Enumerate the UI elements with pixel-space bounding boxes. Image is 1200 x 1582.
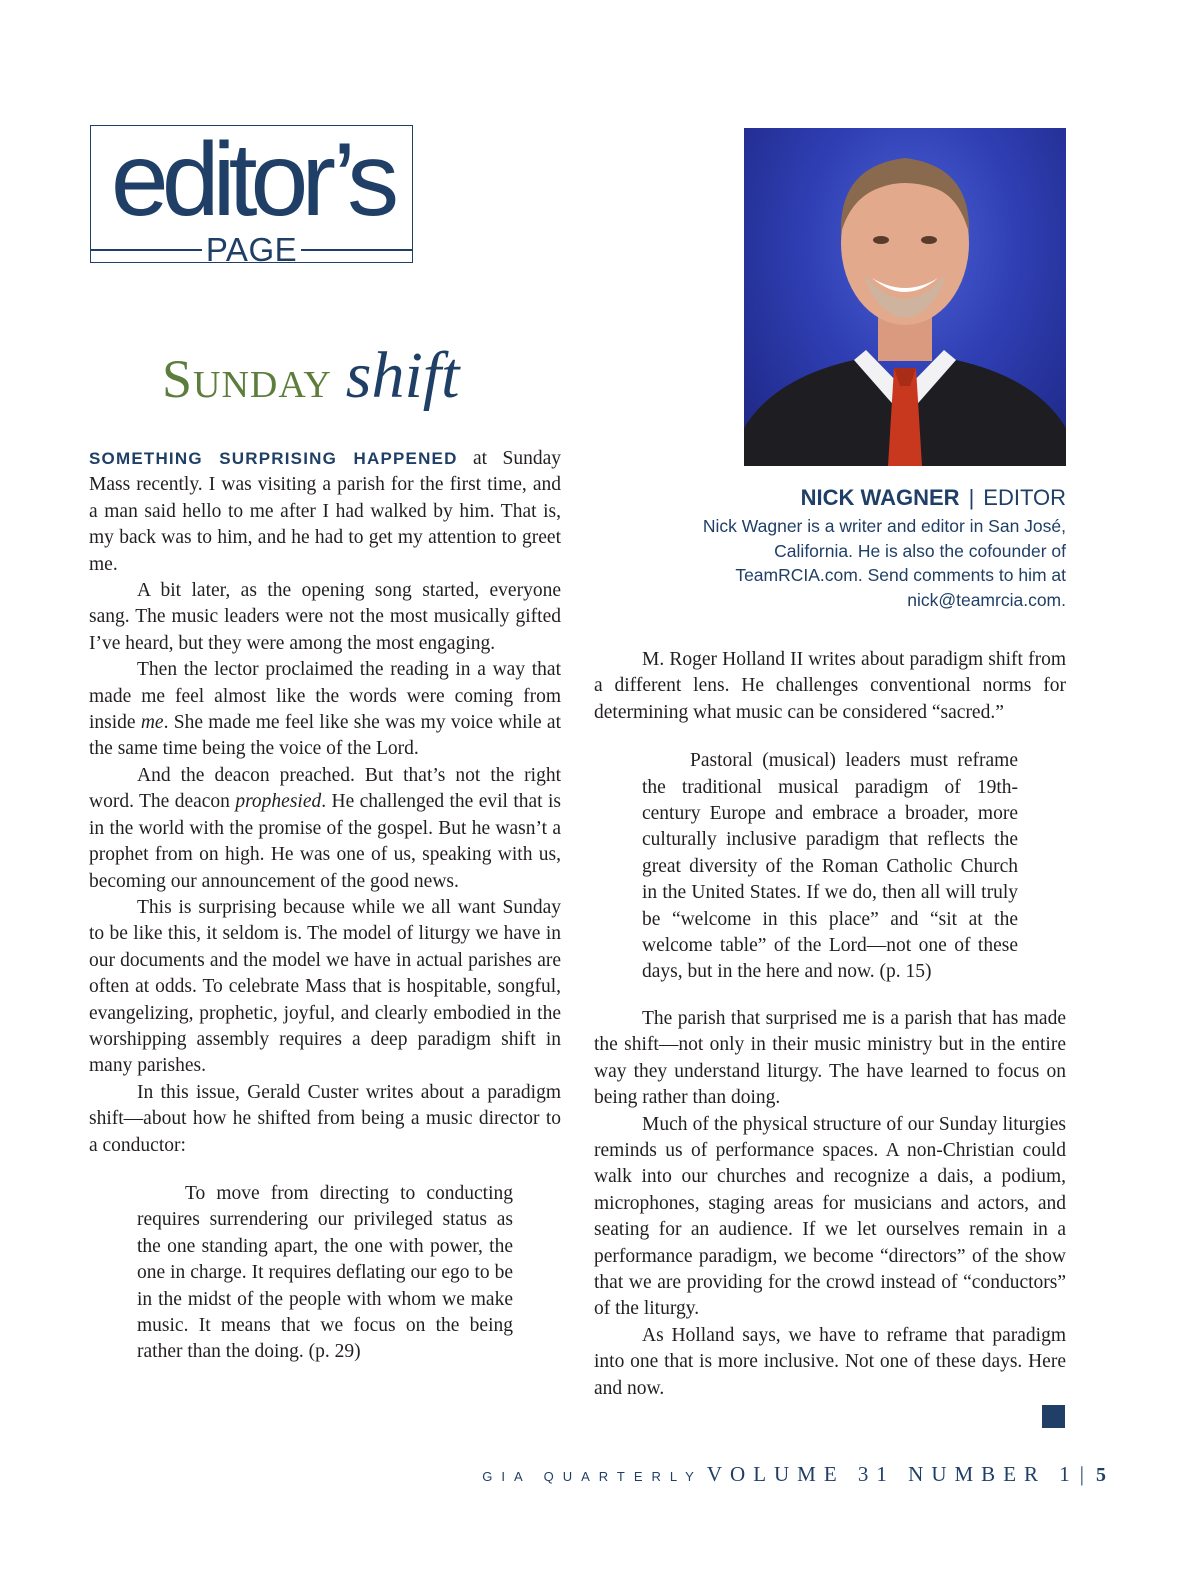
editor-bio — [606, 514, 1066, 612]
end-of-article-mark — [1042, 1405, 1065, 1428]
right-column — [594, 647, 1066, 1402]
masthead-rule-right — [301, 249, 413, 251]
paragraph-9: Much of the physical structure of our Sunday liturgies reminds us of performance spaces. A non-Christian could walk into our churches and recognize a dais, a podium, microphones, staging areas for musicians and actors, and seating for an audience. If we let ourselves remain in a performance paradigm, we become “directors” of the show that we are providing for the crowd instead of “conductors” of the liturgy. — [594, 1113, 1066, 1320]
paragraph-4-text-a: And the deacon preached. But that’s not the right word. The deacon — [89, 764, 561, 813]
editor-portrait-photo — [744, 128, 1066, 466]
paragraph-4 — [89, 763, 561, 895]
editor-byline — [606, 484, 1066, 612]
block-quote-custer: To move from directing to conducting requires surrendering our privileged status as the one standing apart, the one with power, the one in charge. It requires deflating our ego to be in the midst of the people with whom we make music. It means that we focus on the being rather than the doing. (p. 29) — [137, 1182, 513, 1363]
paragraph-1-text: at Sunday Mass recently. I was visiting a parish for the first time, and a man said hello to me after I had walked by him. That is, my back was to him, and he had to get my attention to greet me. — [89, 448, 561, 575]
paragraph-5: This is surprising because while we all want Sunday to be like this, it seldom is. The model of liturgy we have in our documents and the model we have in actual parishes are often at odds. To celebrate Mass that is hospitable, songful, evangelizing, prophetic, joyful, and clearly embodied in the worshipping assembly requires a deep paradigm shift in many parishes. — [89, 896, 561, 1077]
byline-separator: | — [968, 485, 975, 510]
paragraph-3-emphasis: me — [140, 712, 164, 734]
paragraph-4-emphasis: prophesied — [235, 791, 322, 813]
bio-line: nick@teamrcia.com. — [907, 589, 1066, 610]
article-title — [162, 338, 459, 414]
paragraph-1 — [89, 446, 561, 578]
bio-line: California. He is also the cofounder of — [774, 540, 1066, 561]
page-footer — [482, 1462, 1106, 1487]
byline-name-line — [606, 484, 1066, 512]
paragraph-3 — [89, 657, 561, 763]
paragraph-3-text-b: . She made me feel like she was my voice while at the same time being the voice of the Lord. — [89, 712, 561, 760]
paragraph-7: M. Roger Holland II writes about paradigm shift from a different lens. He challenges conventional norms for determining what music can be considered “sacred.” — [594, 649, 1066, 723]
footer-publication: GIA QUARTERLY — [482, 1469, 703, 1484]
editors-page-masthead — [90, 122, 413, 268]
paragraph-4-text-b: . He challenged the evil that is in the world with the promise of the gospel. But he wasn’t a prophet from on high. He was one of us, speaking with us, becoming our announcement of the good news. — [89, 791, 561, 892]
masthead-rule-left — [90, 249, 202, 251]
masthead-sub — [90, 231, 413, 268]
footer-separator: | — [1079, 1462, 1084, 1486]
masthead-sub-label: PAGE — [205, 231, 298, 268]
paragraph-3-text-a: Then the lector proclaimed the reading in a way that made me feel almost like the words were coming from inside — [89, 659, 561, 734]
paragraph-10: As Holland says, we have to reframe that paradigm into one that is more inclusive. Not one of these days. Here and now. — [594, 1324, 1066, 1399]
title-part-2: shift — [345, 339, 460, 412]
lead-in: SOMETHING SURPRISING HAPPENED — [89, 449, 458, 468]
paragraph-2: A bit later, as the opening song started, everyone sang. The music leaders were not the most musically gifted I’ve heard, but they were among the most engaging. — [89, 580, 561, 654]
page-number: 5 — [1096, 1464, 1106, 1486]
left-column — [89, 446, 561, 1386]
title-part-1: Sunday — [162, 349, 332, 409]
masthead-word: editor’s — [110, 122, 393, 238]
editor-name: NICK WAGNER — [800, 485, 960, 510]
bio-line: TeamRCIA.com. Send comments to him at — [735, 565, 1066, 585]
paragraph-6: In this issue, Gerald Custer writes about a paradigm shift—about how he shifted from being a music director to a conductor: — [89, 1081, 561, 1156]
paragraph-8: The parish that surprised me is a parish that has made the shift—not only in their music ministry but in the entire way they understand liturgy. The have learned to focus on being rather than doing. — [594, 1007, 1066, 1109]
editor-role: EDITOR — [983, 485, 1066, 510]
block-quote-holland: Pastoral (musical) leaders must reframe the traditional musical paradigm of 19th-century Europe and embrace a broader, more culturally inclusive paradigm that reflects the great diversity of the Roman Catholic Church in the United States. If we do, then all will truly be “welcome in this place” and “sit at the welcome table” of the Lord—not one of these days, but in the here and now. (p. 15) — [642, 750, 1018, 983]
bio-line: Nick Wagner is a writer and editor in San José, — [702, 516, 1066, 536]
portrait-illustration — [744, 128, 1066, 466]
footer-issue: VOLUME 31 NUMBER 1 — [706, 1462, 1078, 1486]
